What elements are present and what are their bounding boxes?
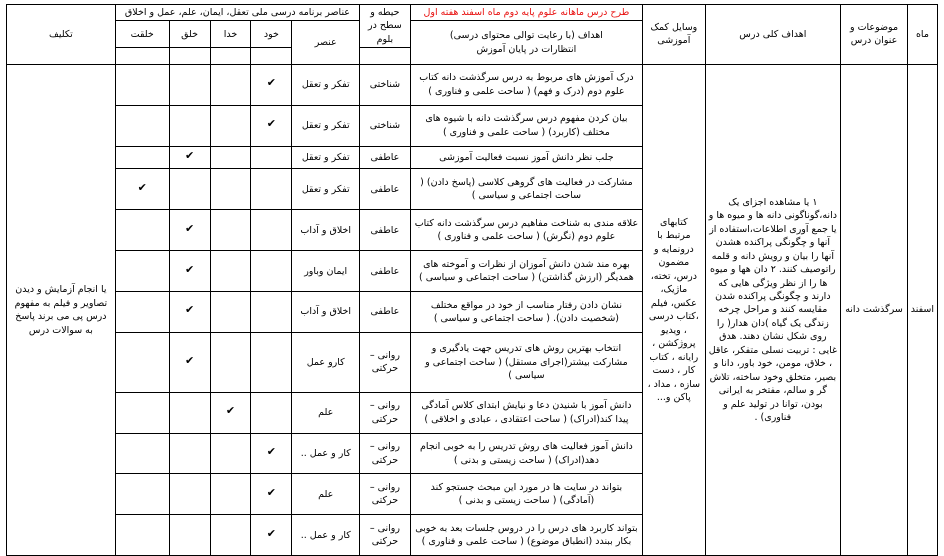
checkbox-khod[interactable] [251, 333, 292, 392]
cell-task: یا انجام آزمایش و دیدن تصاویر و فیلم به مفهوم درس پی می برند پاسخ به سوالات درس [7, 64, 116, 556]
checkbox-khalgh[interactable] [169, 146, 210, 169]
checkbox-khalgh[interactable] [169, 105, 210, 146]
check-icon: ✔ [184, 221, 195, 235]
table-row [7, 64, 938, 105]
cell-element: علم [292, 474, 360, 515]
plan-subtitle-line2: انتظارات در پایان آموزش [476, 43, 577, 55]
checkbox-khoda[interactable] [210, 210, 251, 251]
cell-element: اخلاق و آداب [292, 292, 360, 333]
cell-domain-level: عاطفی [360, 210, 411, 251]
cell-objective: بتواند در سایت ها در مورد این مبحث جستجو کند (آمادگی) ( ساحت زیستی و بدنی ) [410, 474, 642, 515]
cell-objective: درک آموزش های مربوط به درس سرگذشت دانه کتاب علوم دوم (درک و فهم) ( ساحت علمی و فناوری ) [410, 64, 642, 105]
plan-subtitle-line1: اهداف (با رعایت توالی محتوای درسی) [449, 30, 603, 42]
table-body [7, 64, 938, 556]
column-header-month: ماه [907, 5, 937, 65]
checkbox-khod[interactable] [251, 64, 292, 105]
column-header-task: تکلیف [7, 5, 116, 65]
checkbox-khoda[interactable] [210, 146, 251, 169]
plan-title: طرح درس ماهانه علوم پایه دوم ماه اسفند هفته اول [410, 5, 642, 21]
checkbox-khoda[interactable] [210, 392, 251, 433]
cell-objective: انتخاب بهترین روش های تدریس جهت یادگیری و مشارکت بیشتر(اجرای مستقل) ( ساحت اجتماعی و سیاسی ) [410, 333, 642, 392]
column-header-element: عنصر [292, 21, 360, 64]
checkbox-khod[interactable] [251, 251, 292, 292]
check-icon: ✔ [225, 403, 236, 417]
checkbox-khoda[interactable] [210, 474, 251, 515]
checkbox-khoda[interactable] [210, 515, 251, 556]
table-header [7, 5, 938, 65]
checkbox-khelghat[interactable] [115, 333, 169, 392]
checkbox-khod[interactable] [251, 515, 292, 556]
cell-domain-level: عاطفی [360, 251, 411, 292]
cell-objective: نشان دادن رفتار مناسب از خود در مواقع مختلف (شخصیت دادن). ( ساحت اجتماعی و سیاسی ) [410, 292, 642, 333]
checkbox-khod[interactable] [251, 169, 292, 210]
checkbox-khod[interactable] [251, 392, 292, 433]
check-icon: ✔ [266, 117, 276, 131]
cell-general-goals: ۱ یا مشاهده اجزای یک دانه،گوناگونی دانه ها و میوه ها و یا جمع آوری اطلاعات،استفاده از آنها و چگونگی پراکنده هشدن آنها را بیان و رویش دانه و قلمه راتوصیف کنند. ۲ دان هها و میوه ها را از نظر ویژگی هایی که دارند و چگونگی پراکنده شدن مقایسه کنند و مراحل چرخه زندگی یک گیاه )دان هدار( را روی شکل نشان دهند. هدق غایی : تربیت نسلی متفکر، عاقل ، خلاق، مومن، خود باور، دانا و بصیر، متخلق وخود ساخته، تلاش گر و سالم، مفتخر به ایرانی بودن، توانا در تولید علم و فناوری) . [705, 64, 841, 556]
checkbox-khalgh[interactable] [169, 64, 210, 105]
header-spacer-khalgh [169, 48, 210, 64]
column-header-khod: خود [251, 21, 292, 48]
checkbox-khalgh[interactable] [169, 515, 210, 556]
check-icon: ✔ [184, 303, 195, 317]
checkbox-khod[interactable] [251, 292, 292, 333]
checkbox-khalgh[interactable] [169, 292, 210, 333]
column-header-general-goals: اهداف کلی درس [705, 5, 841, 65]
cell-objective: دانش آموز با شنیدن دعا و نیایش ابتدای کلاس آمادگی پیدا کند(ادراک) ( ساحت اعتقادی ، عبادی و اخلاقی ) [410, 392, 642, 433]
header-spacer-khelghat [115, 48, 169, 64]
checkbox-khelghat[interactable] [115, 392, 169, 433]
check-icon: ✔ [266, 76, 276, 90]
checkbox-khelghat[interactable] [115, 146, 169, 169]
cell-objective: مشارکت در فعالیت های گروهی کلاسی (پاسخ دادن) ( ساحت اجتماعی و سیاسی ) [410, 169, 642, 210]
header-spacer-khod [251, 48, 292, 64]
cell-domain-level: روانی – حرکتی [360, 474, 411, 515]
checkbox-khalgh[interactable] [169, 392, 210, 433]
check-icon: ✔ [266, 526, 276, 540]
checkbox-khoda[interactable] [210, 251, 251, 292]
checkbox-khalgh[interactable] [169, 474, 210, 515]
checkbox-khalgh[interactable] [169, 210, 210, 251]
monthly-lesson-plan-table [6, 4, 938, 556]
cell-domain-level: روانی – حرکتی [360, 515, 411, 556]
cell-objective: دانش آموز فعالیت های روش تدریس را به خوبی انجام دهد(ادراک) ( ساحت زیستی و بدنی ) [410, 433, 642, 474]
cell-element: کار و عمل .. [292, 515, 360, 556]
cell-topic: سرگذشت دانه [841, 64, 908, 556]
cell-domain-level: عاطفی [360, 292, 411, 333]
checkbox-khod[interactable] [251, 474, 292, 515]
checkbox-khelghat[interactable] [115, 292, 169, 333]
cell-domain-level: روانی – حرکتی [360, 333, 411, 392]
checkbox-khelghat[interactable] [115, 64, 169, 105]
cell-element: اخلاق و آداب [292, 210, 360, 251]
check-icon: ✔ [184, 148, 195, 162]
column-header-teaching-aids: وسایل کمک آموزشی [643, 5, 705, 65]
checkbox-khelghat[interactable] [115, 105, 169, 146]
checkbox-khoda[interactable] [210, 433, 251, 474]
cell-teaching-aids: کتابهای مرتبط با درونمایه و مضمون درس، تخته، ماژیک، عکس، فیلم ،کتاب درسی ، ویدیو پروژکشن ، رایانه ، کتاب کار ، دست سازه ، مداد ، پاکن و... [643, 64, 705, 556]
cell-domain-level: عاطفی [360, 169, 411, 210]
cell-domain-level: روانی – حرکتی [360, 392, 411, 433]
checkbox-khalgh[interactable] [169, 251, 210, 292]
cell-objective: بیان کردن مفهوم درس سرگذشت دانه با شیوه های مختلف (کاربرد) ( ساحت علمی و فناوری ) [410, 105, 642, 146]
cell-element: کار و عمل .. [292, 433, 360, 474]
checkbox-khod[interactable] [251, 210, 292, 251]
check-icon: ✔ [137, 180, 147, 194]
column-header-national-curriculum-elements: عناصر برنامه درسی ملی تعقل، ایمان، علم، عمل و اخلاق [115, 5, 359, 21]
column-header-topic: موضوعات و عنوان درس [841, 5, 908, 65]
checkbox-khoda[interactable] [210, 105, 251, 146]
checkbox-khoda[interactable] [210, 64, 251, 105]
checkbox-khoda[interactable] [210, 169, 251, 210]
check-icon: ✔ [184, 353, 195, 367]
check-icon: ✔ [266, 485, 276, 499]
cell-element: تفکر و تعقل [292, 64, 360, 105]
column-header-khelghat: خلقت [115, 21, 169, 48]
cell-domain-level: شناختی [360, 64, 411, 105]
checkbox-khelghat[interactable] [115, 251, 169, 292]
checkbox-khod[interactable] [251, 105, 292, 146]
checkbox-khalgh[interactable] [169, 169, 210, 210]
checkbox-khelghat[interactable] [115, 474, 169, 515]
cell-objective: علاقه مندی به شناخت مفاهیم درس سرگذشت دانه کتاب علوم دوم (نگرش) ( ساحت علمی و فناوری ) [410, 210, 642, 251]
cell-objective: بتواند کاربرد های درس را در دروس جلسات بعد به خوبی بکار ببندد (انطباق موضوع) ( ساحت علمی و فناوری ) [410, 515, 642, 556]
column-header-domain-level: حیطه و سطح در بلوم [360, 5, 411, 48]
cell-domain-level: روانی – حرکتی [360, 433, 411, 474]
cell-month: اسفند [907, 64, 937, 556]
cell-objective: بهره مند شدن دانش آموزان از نظرات و آموخته های همدیگر (ارزش گذاشتن) ( ساحت اجتماعی و سیاسی ) [410, 251, 642, 292]
checkbox-khoda[interactable] [210, 333, 251, 392]
cell-element: تفکر و تعقل [292, 105, 360, 146]
checkbox-khelghat[interactable] [115, 515, 169, 556]
checkbox-khalgh[interactable] [169, 333, 210, 392]
cell-element: ایمان وباور [292, 251, 360, 292]
checkbox-khod[interactable] [251, 146, 292, 169]
checkbox-khod[interactable] [251, 433, 292, 474]
header-row-primary [7, 5, 938, 21]
cell-objective: جلب نظر دانش آموز نسبت فعالیت آموزشی [410, 146, 642, 169]
header-spacer-khoda [210, 48, 251, 64]
checkbox-khalgh[interactable] [169, 433, 210, 474]
cell-element: تفکر و تعقل [292, 146, 360, 169]
cell-element: علم [292, 392, 360, 433]
column-header-khoda: خدا [210, 21, 251, 48]
header-spacer-domain [360, 48, 411, 64]
check-icon: ✔ [266, 444, 276, 458]
checkbox-khelghat[interactable] [115, 210, 169, 251]
check-icon: ✔ [184, 262, 195, 276]
cell-domain-level: عاطفی [360, 146, 411, 169]
checkbox-khoda[interactable] [210, 292, 251, 333]
cell-element: کارو عمل [292, 333, 360, 392]
checkbox-khelghat[interactable] [115, 433, 169, 474]
cell-element: تفکر و تعقل [292, 169, 360, 210]
column-header-khalgh: خلق [169, 21, 210, 48]
plan-subtitle [410, 21, 642, 64]
cell-domain-level: شناختی [360, 105, 411, 146]
checkbox-khelghat[interactable] [115, 169, 169, 210]
